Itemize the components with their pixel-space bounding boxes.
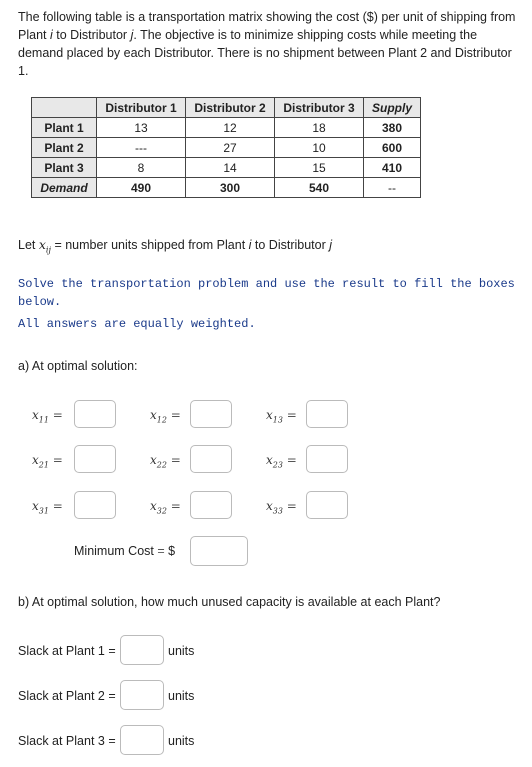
header-cell: Distributor 2	[186, 98, 275, 118]
x11-label: $x_{11}$ =	[32, 408, 63, 425]
min-cost-input[interactable]	[190, 536, 248, 566]
header-cell: Distributor 3	[275, 98, 364, 118]
table-cell: 540	[275, 178, 364, 198]
slack-plant-2-input[interactable]	[120, 680, 164, 710]
table-cell: 410	[364, 158, 421, 178]
x13-input[interactable]	[306, 400, 348, 428]
x21-label: $x_{21}$ =	[32, 453, 63, 470]
x31-label: $x_{31}$ =	[32, 499, 63, 516]
row-label: Plant 2	[32, 138, 97, 158]
header-cell: Distributor 1	[97, 98, 186, 118]
x22-input[interactable]	[190, 445, 232, 473]
slack-plant-1-label: Slack at Plant 1 =	[18, 644, 116, 658]
slack-plant-2-unit: units	[168, 689, 195, 703]
row-label: Plant 3	[32, 158, 97, 178]
x21-input[interactable]	[74, 445, 116, 473]
x23-label: $x_{23}$ =	[266, 453, 297, 470]
table-cell: 8	[97, 158, 186, 178]
x31-input[interactable]	[74, 491, 116, 519]
row-label: Plant 1	[32, 118, 97, 138]
slack-plant-1-unit: units	[168, 644, 195, 658]
table-cell: 300	[186, 178, 275, 198]
slack-plant-3-input[interactable]	[120, 725, 164, 755]
table-header-row	[32, 98, 421, 118]
table-cell: 600	[364, 138, 421, 158]
table-cell: 10	[275, 138, 364, 158]
x13-label: $x_{13}$ =	[266, 408, 297, 425]
slack-plant-3-unit: units	[168, 734, 195, 748]
x33-input[interactable]	[306, 491, 348, 519]
table-cell: ---	[97, 138, 186, 158]
table-cell: 18	[275, 118, 364, 138]
table-cell: 490	[97, 178, 186, 198]
x32-label: $x_{32}$ =	[150, 499, 181, 516]
table-row	[32, 158, 421, 178]
instruction-text: Solve the transportation problem and use the result to fill the boxes below.	[18, 277, 515, 309]
x12-input[interactable]	[190, 400, 232, 428]
table-cell: 14	[186, 158, 275, 178]
table-cell: 27	[186, 138, 275, 158]
x23-input[interactable]	[306, 445, 348, 473]
table-row	[32, 138, 421, 158]
weighting-note: All answers are equally weighted.	[18, 317, 256, 331]
x33-label: $x_{33}$ =	[266, 499, 297, 516]
table-cell: 13	[97, 118, 186, 138]
x11-input[interactable]	[74, 400, 116, 428]
table-cell: --	[364, 178, 421, 198]
slack-plant-2-label: Slack at Plant 2 =	[18, 689, 116, 703]
min-cost-label: Minimum Cost = $	[74, 544, 176, 558]
part-b-heading: b) At optimal solution, how much unused capacity is available at each Plant?	[18, 595, 441, 609]
transportation-table	[31, 97, 421, 198]
slack-plant-3-label: Slack at Plant 3 =	[18, 734, 116, 748]
table-cell: 380	[364, 118, 421, 138]
x32-input[interactable]	[190, 491, 232, 519]
table-cell: 15	[275, 158, 364, 178]
intro-text: The following table is a transportation matrix showing the cost ($) per unit of shipping from Plant i to Distributor j. The objective is to minimize shipping costs while meeting the demand placed by each Distributor. There is no shipment between Plant 2 and Distributor 1.	[18, 10, 516, 78]
table-cell: 12	[186, 118, 275, 138]
row-label: Demand	[32, 178, 97, 198]
x12-label: $x_{12}$ =	[150, 408, 181, 425]
table-row	[32, 178, 421, 198]
table-row	[32, 118, 421, 138]
slack-plant-1-input[interactable]	[120, 635, 164, 665]
part-a-heading: a) At optimal solution:	[18, 359, 138, 373]
let-definition: Let $x_{ij}$ = number units shipped from Plant i to Distributor j	[18, 237, 333, 255]
x22-label: $x_{22}$ =	[150, 453, 181, 470]
header-cell: Supply	[364, 98, 421, 118]
